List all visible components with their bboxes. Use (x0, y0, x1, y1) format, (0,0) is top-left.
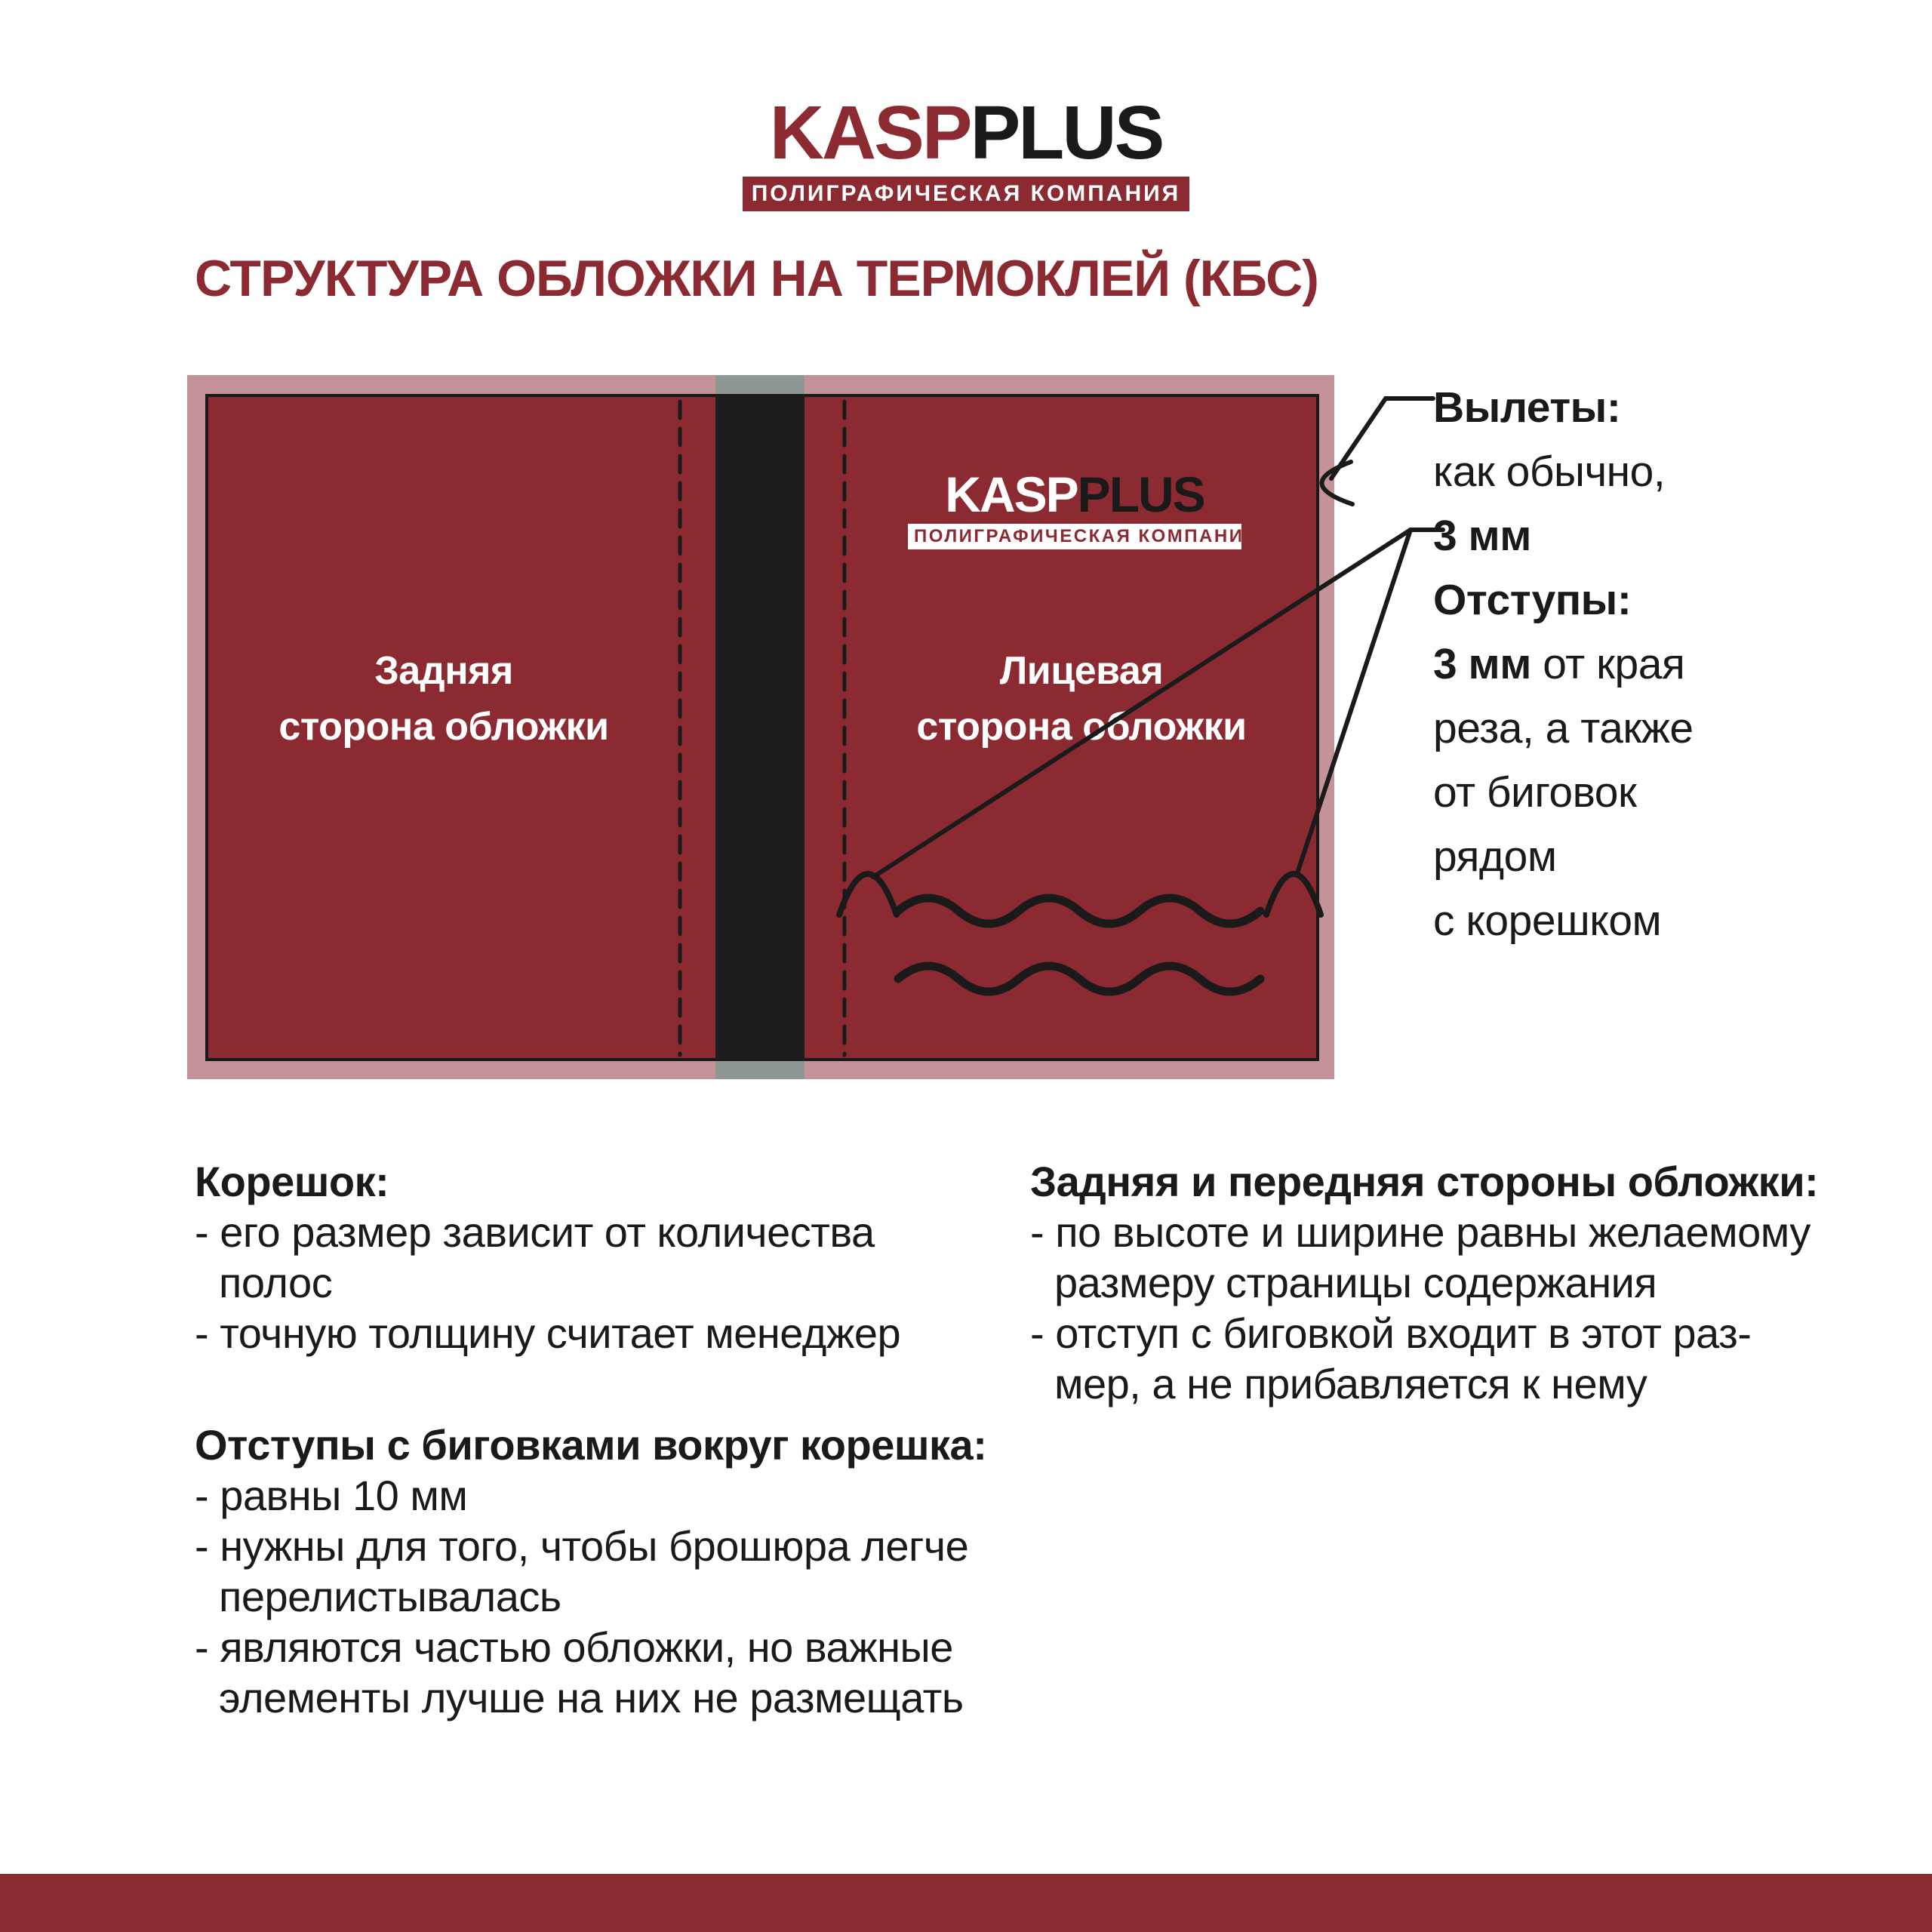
covers-note-title: Задняя и передняя стороны обложки: (1030, 1158, 1819, 1205)
margins-line: реза, а также (1433, 704, 1694, 752)
margins-note-title: Отступы с биговками вокруг корешка: (195, 1421, 987, 1469)
note-line: - равны 10 мм (195, 1472, 468, 1519)
front-cover-brand-name-secondary: PLUS (1077, 466, 1204, 522)
covers-note-block (1030, 1156, 1818, 1409)
spine-note-title: Корешок: (195, 1158, 389, 1205)
front-cover-brand-wordmark (945, 466, 1204, 522)
spine-bleed-top (715, 375, 804, 395)
front-cover-label (855, 643, 1308, 755)
bleeds-title: Вылеты: (1433, 383, 1621, 432)
bleed-leader-line (1331, 398, 1433, 478)
side-annotations (1433, 376, 1694, 953)
note-line: - его размер зависит от количества (195, 1208, 875, 1256)
note-line: элементы лучше на них не размещать (219, 1674, 964, 1721)
front-cover-brand-tagline: ПОЛИГРАФИЧЕСКАЯ КОМПАНИЯ (908, 524, 1241, 549)
front-cover-brand-logo (908, 466, 1260, 549)
back-cover-label (217, 643, 670, 755)
margins-value: 3 мм (1433, 640, 1531, 688)
margins-title: Отступы: (1433, 576, 1632, 624)
spine-note-block (195, 1156, 986, 1358)
note-line: полос (219, 1259, 333, 1306)
spine-bleed-bottom (715, 1060, 804, 1079)
note-line: - точную толщину считает менеджер (195, 1309, 901, 1357)
footer-bar (0, 1874, 1932, 1932)
brand-name-secondary: PLUS (970, 91, 1163, 175)
margins-lead-line (1433, 632, 1694, 697)
brand-wordmark (769, 91, 1163, 175)
brand-tagline: ПОЛИГРАФИЧЕСКАЯ КОМПАНИЯ (743, 177, 1190, 211)
note-line: - отступ с биговкой входит в этот раз- (1030, 1309, 1752, 1357)
margins-line: с корешком (1433, 897, 1662, 945)
front-cover-brand-name-primary: KASP (945, 466, 1078, 522)
bleeds-line: как обычно, (1433, 448, 1666, 496)
margins-line: от биговок (1433, 768, 1637, 817)
margins-note-block (195, 1420, 986, 1723)
page-title: СТРУКТУРА ОБЛОЖКИ НА ТЕРМОКЛЕЙ (КБС) (195, 250, 1318, 307)
note-line: перелистывалась (219, 1573, 561, 1620)
brand-name-primary: KASP (769, 91, 971, 175)
front-cover-label-line2: сторона обложки (916, 705, 1247, 749)
margins-lead-rest: от края (1531, 640, 1685, 688)
notes-left-column (195, 1156, 986, 1723)
spine-band (715, 394, 804, 1061)
bleeds-value: 3 мм (1433, 512, 1531, 560)
note-line: - нужны для того, чтобы брошюра легче (195, 1522, 969, 1570)
front-cover-label-line1: Лицевая (999, 649, 1164, 693)
margins-line: рядом (1433, 832, 1557, 881)
note-line: размеру страницы содержания (1054, 1259, 1657, 1306)
back-cover-label-line2: сторона обложки (278, 705, 609, 749)
notes-right-column (1030, 1156, 1818, 1409)
note-line: - являются частью обложки, но важные (195, 1623, 953, 1671)
back-cover-label-line1: Задняя (374, 649, 513, 693)
brand-logo (0, 91, 1932, 211)
note-line: мер, а не прибавляется к нему (1054, 1360, 1647, 1407)
note-line: - по высоте и ширине равны желаемому (1030, 1208, 1810, 1256)
